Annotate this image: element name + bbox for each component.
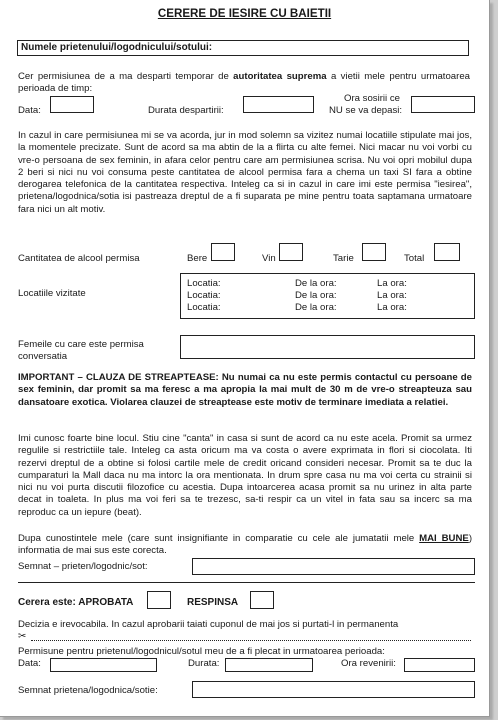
coupon-signature-field[interactable]	[192, 681, 475, 698]
approved-checkbox[interactable]	[147, 591, 171, 609]
rejected-checkbox[interactable]	[250, 591, 274, 609]
arrival-label-line1: Ora sosirii ce	[344, 93, 400, 104]
wine-field[interactable]	[279, 243, 303, 261]
coupon-duration-field[interactable]	[225, 658, 313, 672]
decision-note: Decizia e irevocabila. In cazul aprobarii taiati cuponul de mai jos si purtati-l in permanenta	[18, 619, 399, 630]
scissors-icon: ✂	[18, 631, 27, 642]
coupon-return-field[interactable]	[404, 658, 475, 672]
man-signature-field[interactable]	[192, 558, 475, 575]
location-row-1-to: La ora:	[377, 278, 407, 289]
coupon-title: Permisune pentru prietenul/logodnicul/sotul meu de a fi plecat in urmatoarea perioada:	[18, 646, 385, 657]
strong-drinks-field[interactable]	[362, 243, 386, 261]
location-row-1-from: De la ora:	[295, 278, 337, 289]
knowledge-statement: Dupa cunostintele mele (care sunt insignifiante in comparatie cu cele ale jumatatii mele MAI BUNE) informatia de mai sus este corecta.	[18, 533, 473, 557]
location-row-3-location: Locatia:	[187, 302, 221, 313]
duration-label: Durata despartirii:	[148, 105, 224, 116]
location-row-2-from: De la ora:	[295, 290, 337, 301]
locations-label: Locatiile vizitate	[18, 288, 86, 299]
wine-label: Vin	[262, 253, 276, 264]
oath-paragraph: In cazul in care permisiunea mi se va acorda, jur in mod solemn sa vizitez numai locatiile stipulate mai jos, la momentele precizate. Sunt de acord sa ma abtin de la a flirta cu alte femei. Nici macar nu voi vorbi cu vre-o persoana de sex feminin, in afara celor pentru care am permisiunea scrisa. Nu voi opri mobilul dupa 2 beri si nici nu voi consuma peste cantitatea de alcool permisa fara a chema un taxi SI fara a obtine derogarea telefonica de la cantitatea respectiva. Inteleg ca si in cazul in care imi este permisa "iesirea", prietena/logodnica/sotia isi pastreaza dreptul de a fi suparata pe mine pentru toata saptamana urmatoare fara nici un alt motiv.	[18, 130, 472, 215]
promise-paragraph: Imi cunosc foarte bine locul. Stiu cine "canta" in casa si sunt de acord ca nu este acela. Promit sa urmez regulile si restrictiile tale. Inteleg ca asta oricum ma va costa o avere exprimata in flori si ciocolata. Iti rezervi dreptul de a obtine si folosi cartile mele de credit oricand consideri necesar. Promit sa te duc la cumparaturi la Mall daca nu ma intorc la ora mentionata. In drum spre casa nu ma voi certa cu strainii si nici nu voi purta discutii filozofice cu acestia. Dupa intoarcerea acasa promit sa nu urinez in alta parte decat in toaleta. In plus ma voi feri sa te trezesc, sa-ti respir ca un vitel in fata sau sa incerc sa ma reproduc ca un iepure (beat).	[18, 433, 472, 518]
man-signature-label: Semnat – prieten/logodnic/sot:	[18, 561, 148, 572]
coupon-date-field[interactable]	[50, 658, 157, 672]
location-row-3-from: De la ora:	[295, 302, 337, 313]
location-row-1-location: Locatia:	[187, 278, 221, 289]
intro-text: Cer permisiunea de a ma desparti temporar de autoritatea suprema a vietii mele pentru urmatoarea perioada de timp:	[18, 71, 470, 95]
beer-label: Bere	[187, 253, 208, 264]
women-label-line1: Femeile cu care este permisa	[18, 339, 144, 350]
beer-field[interactable]	[211, 243, 235, 261]
form-title: CERERE DE IESIRE CU BAIETII	[157, 7, 332, 20]
arrival-label-line2: NU se va depasi:	[329, 105, 403, 116]
approved-label: Cerera este: APROBATA	[18, 597, 134, 608]
arrival-time-field[interactable]	[411, 96, 475, 113]
date-field[interactable]	[50, 96, 94, 113]
rejected-label: RESPINSA	[187, 597, 239, 608]
locations-table[interactable]	[180, 273, 475, 319]
striptease-clause: IMPORTANT – CLAUZA DE STREAPTEASE: Nu numai ca nu este permis contactul cu persoane de sex feminin, dar promit sa ma feresc a ma apropia la mai mult de 30 m de vre-o streapteuza sau dansatoare exotica. Violarea clauzei de streaptease este motiv de terminare imediata a relatiei.	[18, 372, 472, 408]
coupon-return-label: Ora revenirii:	[341, 658, 396, 669]
total-field[interactable]	[434, 243, 460, 261]
coupon-duration-label: Durata:	[188, 658, 220, 669]
coupon-date-label: Data:	[18, 658, 41, 669]
strong-drinks-label: Tarie	[333, 253, 354, 264]
women-allowed-field[interactable]	[180, 335, 475, 359]
women-label-line2: conversatia	[18, 351, 68, 362]
cut-line	[31, 640, 471, 641]
name-field[interactable]	[17, 40, 469, 56]
location-row-2-to: La ora:	[377, 290, 407, 301]
section-divider	[18, 582, 475, 583]
location-row-3-to: La ora:	[377, 302, 407, 313]
location-row-2-location: Locatia:	[187, 290, 221, 301]
date-label: Data:	[18, 105, 41, 116]
name-label: Numele prietenului/logodnicului/sotului:	[21, 42, 213, 53]
alcohol-label: Cantitatea de alcool permisa	[18, 253, 140, 264]
coupon-signature-label: Semnat prietena/logodnica/sotie:	[18, 685, 158, 696]
duration-field[interactable]	[243, 96, 314, 113]
total-label: Total	[404, 253, 425, 264]
